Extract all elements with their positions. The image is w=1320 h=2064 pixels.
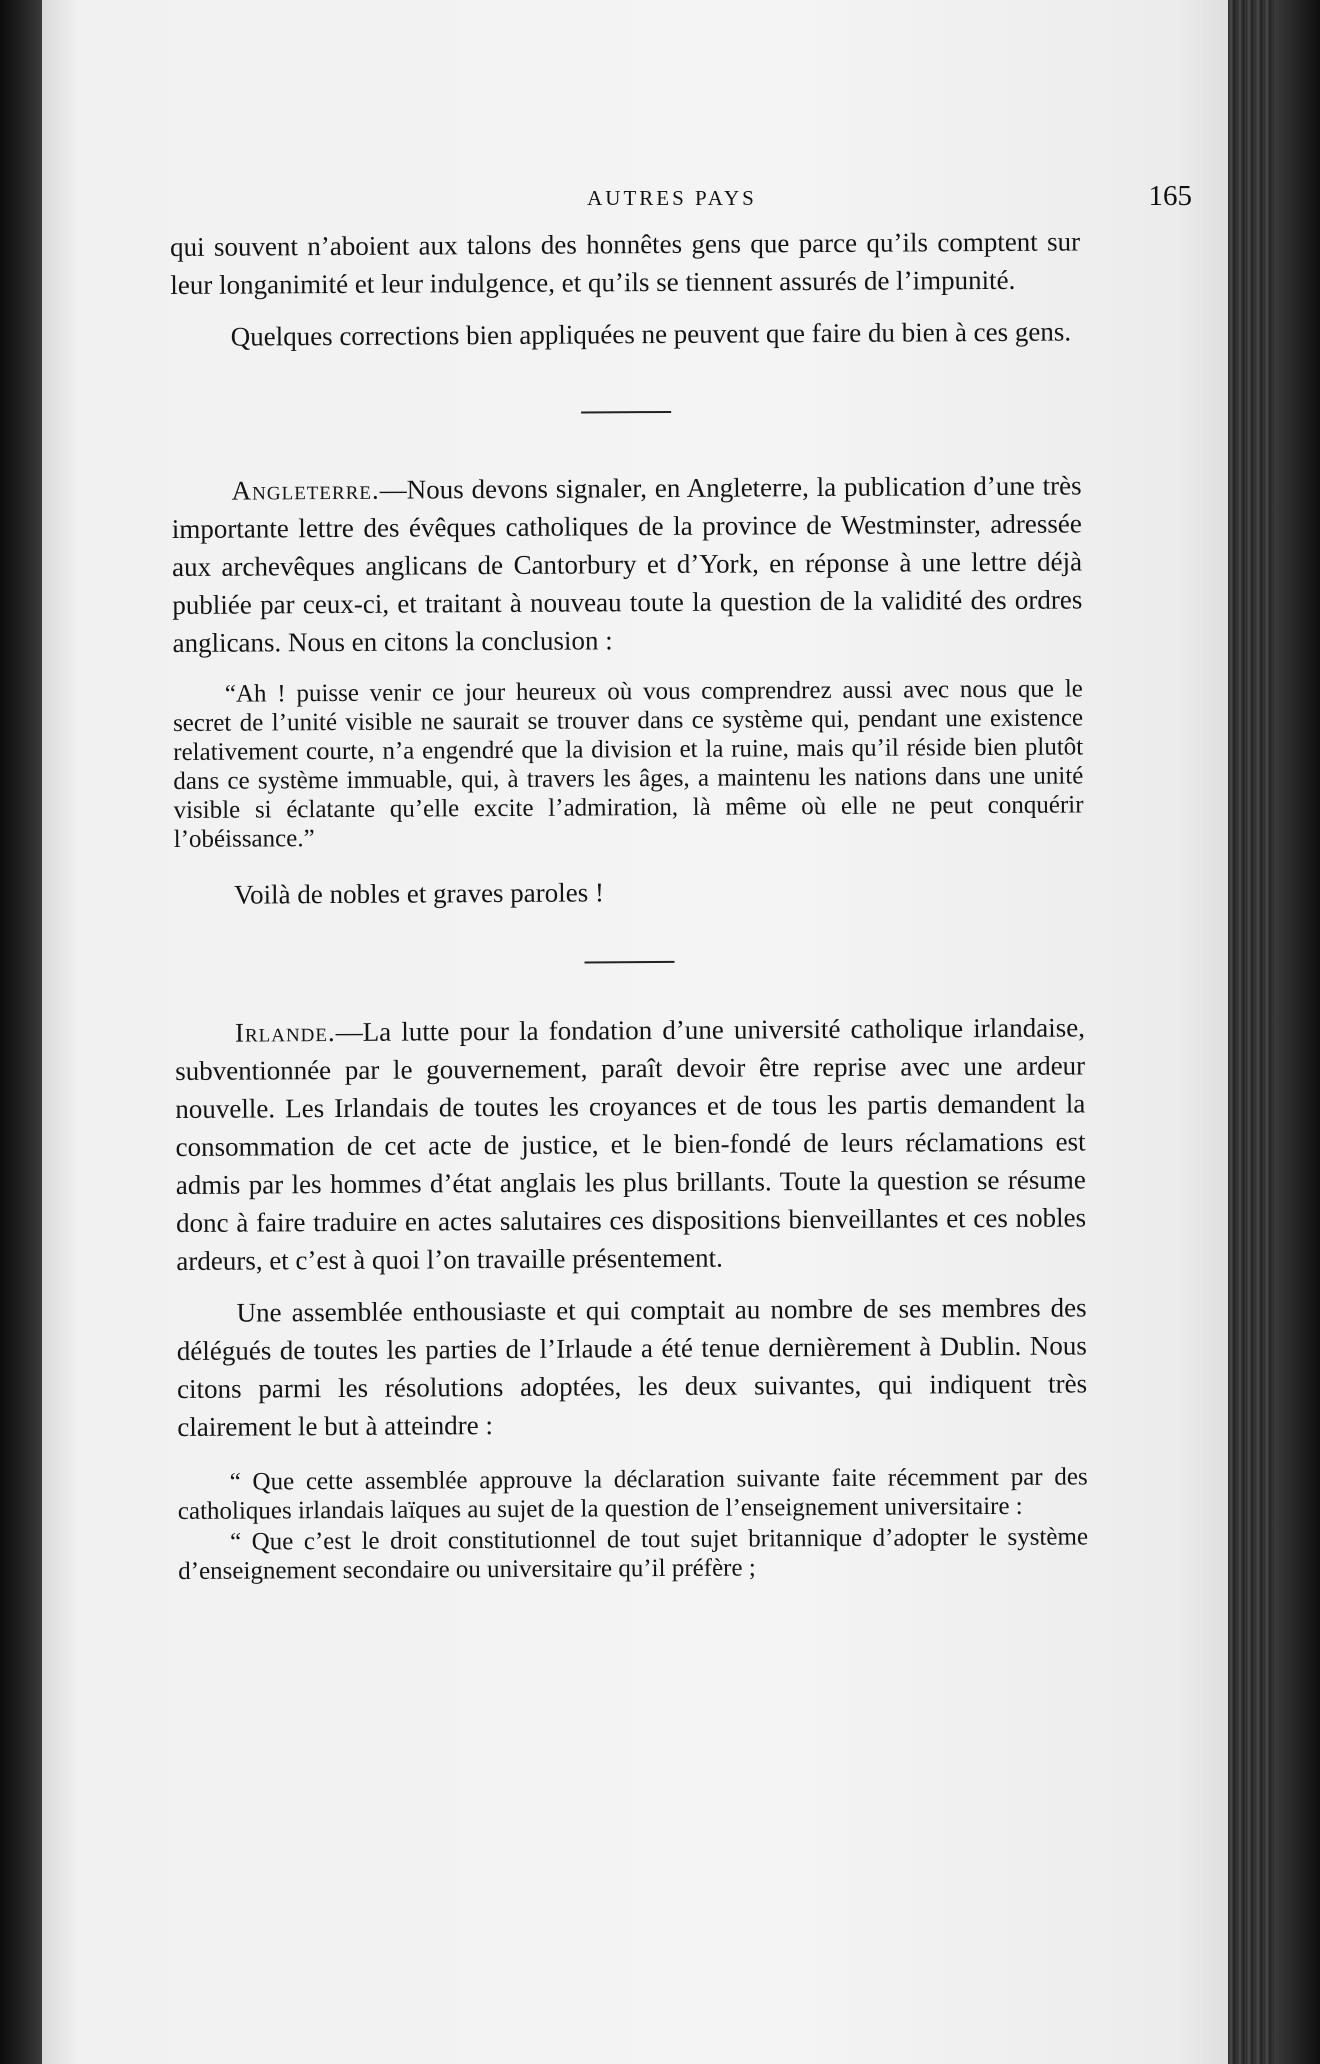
page-fore-edge	[1228, 0, 1274, 2064]
section-angleterre	[171, 466, 1082, 662]
section-heading-angleterre: Angleterre.	[231, 474, 380, 506]
section-heading-irlande: Irlande.	[234, 1017, 336, 1048]
paragraph-voila: Voilà de nobles et graves paroles !	[233, 877, 605, 910]
binding-shadow	[0, 0, 42, 2064]
resolution-quote-2	[178, 1522, 1088, 1586]
section-irlande	[175, 1008, 1087, 1280]
paragraph-continuation: qui souvent n’aboient aux talons des honnêtes gens que parce qu’ils comptent sur leur longanimité et leur indulgence, et qu’ils se tiennent assurés de l’impunité.	[170, 226, 1081, 300]
page-body	[170, 222, 1088, 1586]
section-divider	[584, 961, 674, 964]
block-quote-text: “Ah ! puisse venir ce jour heureux où vous comprendrez aussi avec nous que le secret de l’unité visible ne saurait se trouver dans ce système qui, pendant une existence relativement courte, n’a engendré que la division et la ruine, mais qu’il réside bien plutôt dans ce système immuable, qui, à travers les âges, a maintenu les nations dans une unité visible si éclatante qu’elle excite l’admiration, là même où elle ne peut conquérir l’obéissance.”	[172, 675, 1084, 853]
section-text-angleterre: —Nous devons signaler, en Angleterre, la publication d’une très importante lettre des évêques catholiques de la province de Westminster, adressée aux archevêques anglicans de Cantorbury et d’York, en réponse à une lettre déjà publiée par ceux-ci, et traitant à nouveau toute la question de la validité des ordres anglicans. Nous en citons la conclusion :	[171, 470, 1083, 658]
section-divider	[581, 411, 671, 414]
page-number: 165	[1148, 180, 1192, 212]
running-head: AUTRES PAYS	[587, 186, 757, 210]
resolution-quote-1	[178, 1462, 1088, 1526]
page-header	[152, 180, 1192, 220]
resolution-text-2: “ Que c’est le droit constitutionnel de tout sujet britannique d’adopter le système d’enseignement secondaire ou universitaire qu’il préfère ;	[178, 1523, 1089, 1585]
scan-right-shadow	[1274, 0, 1320, 2064]
paragraph-assemblee: Une assemblée enthousiaste et qui comptait au nombre de ses membres des délégués de toutes les parties de l’Irlaude a été tenue dernièrement à Dublin. Nous citons parmi les résolutions adoptées, les deux suivantes, qui indiquent très clairement le but à atteindre :	[176, 1292, 1088, 1442]
section-text-irlande: —La lutte pour la fondation d’une université catholique irlandaise, subventionnée par le gouvernement, paraît devoir être reprise avec une ardeur nouvelle. Les Irlandais de toutes les croyances et de tous les partis demandent la consommation de cet acte de justice, et le bien-fondé de leurs réclamations est admis par les hommes d’état anglais les plus brillants. Toute la question se résume donc à faire traduire en actes salutaires ces dispositions bienveillantes et ces nobles ardeurs, et c’est à quoi l’on travaille présentement.	[175, 1012, 1087, 1276]
page-sheet	[42, 0, 1274, 2064]
block-quote-angleterre	[173, 674, 1084, 854]
paragraph-corrections: Quelques corrections bien appliquées ne peuvent que faire du bien à ces gens.	[230, 316, 1072, 352]
resolution-text-1: “ Que cette assemblée approuve la déclaration suivante faite récemment par des catholiques irlandais laïques au sujet de la question de l’enseignement universitaire :	[177, 1463, 1088, 1525]
